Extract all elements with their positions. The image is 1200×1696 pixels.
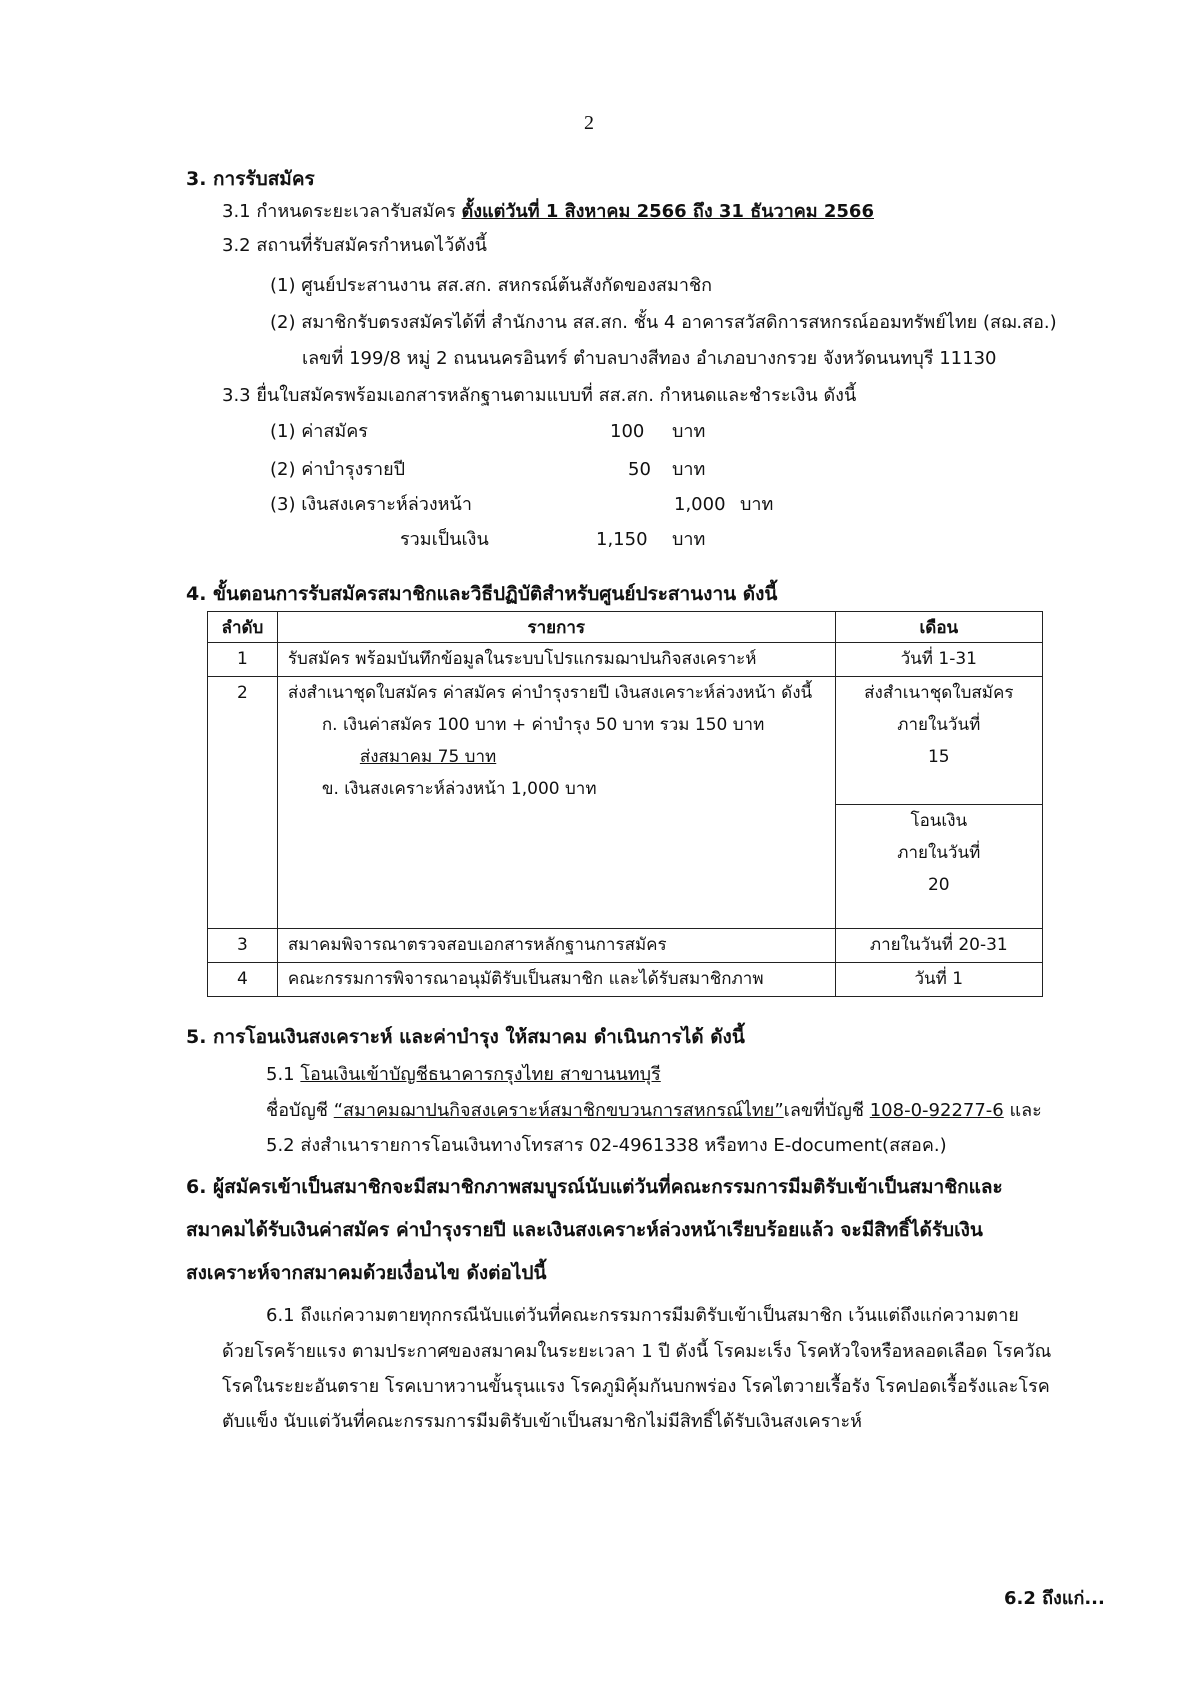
row2-no <box>208 677 278 929</box>
section-6-body-line1: 6.1 ถึงแก่ความตายทุกกรณีนับแต่วันที่คณะกรรมการมีมติรับเข้าเป็นสมาชิก เว้นแต่ถึงแก่ความตาย <box>266 1305 1019 1326</box>
row4-month-text: วันที่ 1 <box>914 969 964 989</box>
place-2: (2) สมาชิกรับตรงสมัครได้ที่ สำนักงาน สส.สก. ชั้น 4 อาคารสวัสดิการสหกรณ์ออมทรัพย์ไทย (สฌ.สอ.) <box>270 312 1057 333</box>
account-name: “สมาคมฌาปนกิจสงเคราะห์สมาชิกขบวนการสหกรณ์ไทย” <box>333 1100 784 1121</box>
row1-no-text: 1 <box>237 649 248 669</box>
fee-label-3: (3) เงินสงเคราะห์ล่วงหน้า <box>270 494 472 515</box>
header-item: รายการ <box>277 612 835 643</box>
fee-label-1: (1) ค่าสมัคร <box>270 421 368 442</box>
fee-amount-2: 50 <box>628 459 651 480</box>
table-row <box>208 677 1043 805</box>
header-month: เดือน <box>835 612 1042 643</box>
fee-amount-1: 100 <box>610 421 645 442</box>
table-header-row <box>208 612 1043 643</box>
fee-unit-3: บาท <box>740 494 774 515</box>
account-suffix: และ <box>1003 1100 1042 1121</box>
table-row <box>208 963 1043 997</box>
bank-name: โอนเงินเข้าบัญชีธนาคารกรุงไทย สาขานนทบุรี <box>300 1064 661 1085</box>
section-3-heading: 3. การรับสมัคร <box>186 168 315 190</box>
row4-no <box>208 963 278 997</box>
account-line <box>266 1099 1042 1123</box>
row2-month-b <box>835 805 1042 929</box>
section-6-body-line2: ด้วยโรคร้ายแรง ตามประกาศของสมาคมในระยะเวลา 1 ปี ดังนี้ โรคมะเร็ง โรคหัวใจหรือหลอดเลือด โรควัณ <box>222 1341 1052 1362</box>
fax-line: 5.2 ส่งสำเนารายการโอนเงินทางโทรสาร 02-4961338 หรือทาง E-document(สสอค.) <box>266 1135 947 1156</box>
row4-month <box>835 963 1042 997</box>
row4-item <box>277 963 835 997</box>
section-4-heading: 4. ขั้นตอนการรับสมัครสมาชิกและวิธีปฏิบัติสำหรับศูนย์ประสานงาน ดังนี้ <box>186 583 778 605</box>
row2-month-b-line3: 20 <box>927 875 950 895</box>
page-number: 2 <box>584 112 594 134</box>
table-row <box>208 929 1043 963</box>
continuation-note: 6.2 ถึงแก่... <box>1004 1588 1105 1609</box>
fee-total-amount: 1,150 <box>596 529 648 550</box>
row4-item-text: คณะกรรมการพิจารณาอนุมัติรับเป็นสมาชิก และได้รับสมาชิกภาพ <box>287 969 764 989</box>
fee-total-unit: บาท <box>672 529 706 550</box>
row1-no <box>208 643 278 677</box>
section-6-heading-line2: สมาคมได้รับเงินค่าสมัคร ค่าบำรุงรายปี และเงินสงเคราะห์ล่วงหน้าเรียบร้อยแล้ว จะมีสิทธิ์ได้รับเงิน <box>186 1219 983 1241</box>
row2-month-a <box>835 677 1042 805</box>
row3-item-text: สมาคมพิจารณาตรวจสอบเอกสารหลักฐานการสมัคร <box>287 935 667 955</box>
row2-no-text: 2 <box>237 683 248 703</box>
row2-item-b: ข. เงินสงเคราะห์ล่วงหน้า 1,000 บาท <box>321 779 597 799</box>
row3-no <box>208 929 278 963</box>
account-no-label: เลขที่บัญชี <box>783 1100 870 1121</box>
row3-month-text: ภายในวันที่ 20-31 <box>869 935 1008 955</box>
row1-item <box>277 643 835 677</box>
row1-month-text: วันที่ 1-31 <box>900 649 977 669</box>
row1-item-text: รับสมัคร พร้อมบันทึกข้อมูลในระบบโปรแกรมฌาปนกิจสงเคราะห์ <box>287 649 757 669</box>
section-6-heading-line1: 6. ผู้สมัครเข้าเป็นสมาชิกจะมีสมาชิกภาพสมบูรณ์นับแต่วันที่คณะกรรมการมีมติรับเข้าเป็นสมาชิกและ <box>186 1176 1003 1198</box>
row3-month <box>835 929 1042 963</box>
row2-item-a2: ส่งสมาคม 75 บาท <box>359 747 497 767</box>
row2-month-a-line3: 15 <box>927 747 950 767</box>
row2-month-a-line1: ส่งสำเนาชุดใบสมัคร <box>864 683 1014 703</box>
row2-item <box>277 677 835 929</box>
row3-no-text: 3 <box>237 935 248 955</box>
fee-total-label: รวมเป็นเงิน <box>400 529 489 550</box>
section-6-body-line4: ตับแข็ง นับแต่วันที่คณะกรรมการมีมติรับเข้าเป็นสมาชิกไม่มีสิทธิ์ได้รับเงินสงเคราะห์ <box>222 1411 863 1432</box>
account-number: 108-0-92277-6 <box>869 1100 1004 1121</box>
steps-table <box>207 611 1043 997</box>
item-3-1-text: 3.1 กำหนดระยะเวลารับสมัคร <box>222 201 462 222</box>
row4-no-text: 4 <box>237 969 248 989</box>
table-row <box>208 643 1043 677</box>
item-3-3: 3.3 ยื่นใบสมัครพร้อมเอกสารหลักฐานตามแบบที่ สส.สก. กำหนดและชำระเงิน ดังนี้ <box>222 385 857 406</box>
section-5-heading: 5. การโอนเงินสงเคราะห์ และค่าบำรุง ให้สมาคม ดำเนินการได้ ดังนี้ <box>186 1026 745 1048</box>
row2-item-a: ก. เงินค่าสมัคร 100 บาท + ค่าบำรุง 50 บาท รวม 150 บาท <box>321 715 765 735</box>
fee-unit-2: บาท <box>672 459 706 480</box>
fee-amount-3: 1,000 <box>674 494 726 515</box>
row2-item-line1: ส่งสำเนาชุดใบสมัคร ค่าสมัคร ค่าบำรุงรายปี เงินสงเคราะห์ล่วงหน้า ดังนี้ <box>287 683 813 703</box>
account-prefix: ชื่อบัญชี <box>266 1100 334 1121</box>
row3-item <box>277 929 835 963</box>
section-6-heading-line3: สงเคราะห์จากสมาคมด้วยเงื่อนไข ดังต่อไปนี้ <box>186 1262 547 1284</box>
item-3-1 <box>222 200 874 224</box>
transfer-bank-prefix: 5.1 <box>266 1064 301 1085</box>
section-6-body-line3: โรคในระยะอันตราย โรคเบาหวานขั้นรุนแรง โรคภูมิคุ้มกันบกพร่อง โรคไตวายเรื้อรัง โรคปอดเรื้อรังและโรค <box>222 1376 1050 1397</box>
fee-label-2: (2) ค่าบำรุงรายปี <box>270 459 406 480</box>
application-period: ตั้งแต่วันที่ 1 สิงหาคม 2566 ถึง 31 ธันวาคม 2566 <box>461 201 874 222</box>
row1-month <box>835 643 1042 677</box>
fee-unit-1: บาท <box>672 421 706 442</box>
item-3-2: 3.2 สถานที่รับสมัครกำหนดไว้ดังนี้ <box>222 235 487 256</box>
row2-month-b-line1: โอนเงิน <box>910 811 968 831</box>
row2-month-b-line2: ภายในวันที่ <box>897 843 981 863</box>
place-2-address: เลขที่ 199/8 หมู่ 2 ถนนนครอินทร์ ตำบลบางสีทอง อำเภอบางกรวย จังหวัดนนทบุรี 11130 <box>302 348 997 369</box>
header-no: ลำดับ <box>208 612 278 643</box>
place-1: (1) ศูนย์ประสานงาน สส.สก. สหกรณ์ต้นสังกัดของสมาชิก <box>270 275 713 296</box>
row2-month-a-line2: ภายในวันที่ <box>897 715 981 735</box>
transfer-bank-line <box>266 1063 661 1087</box>
